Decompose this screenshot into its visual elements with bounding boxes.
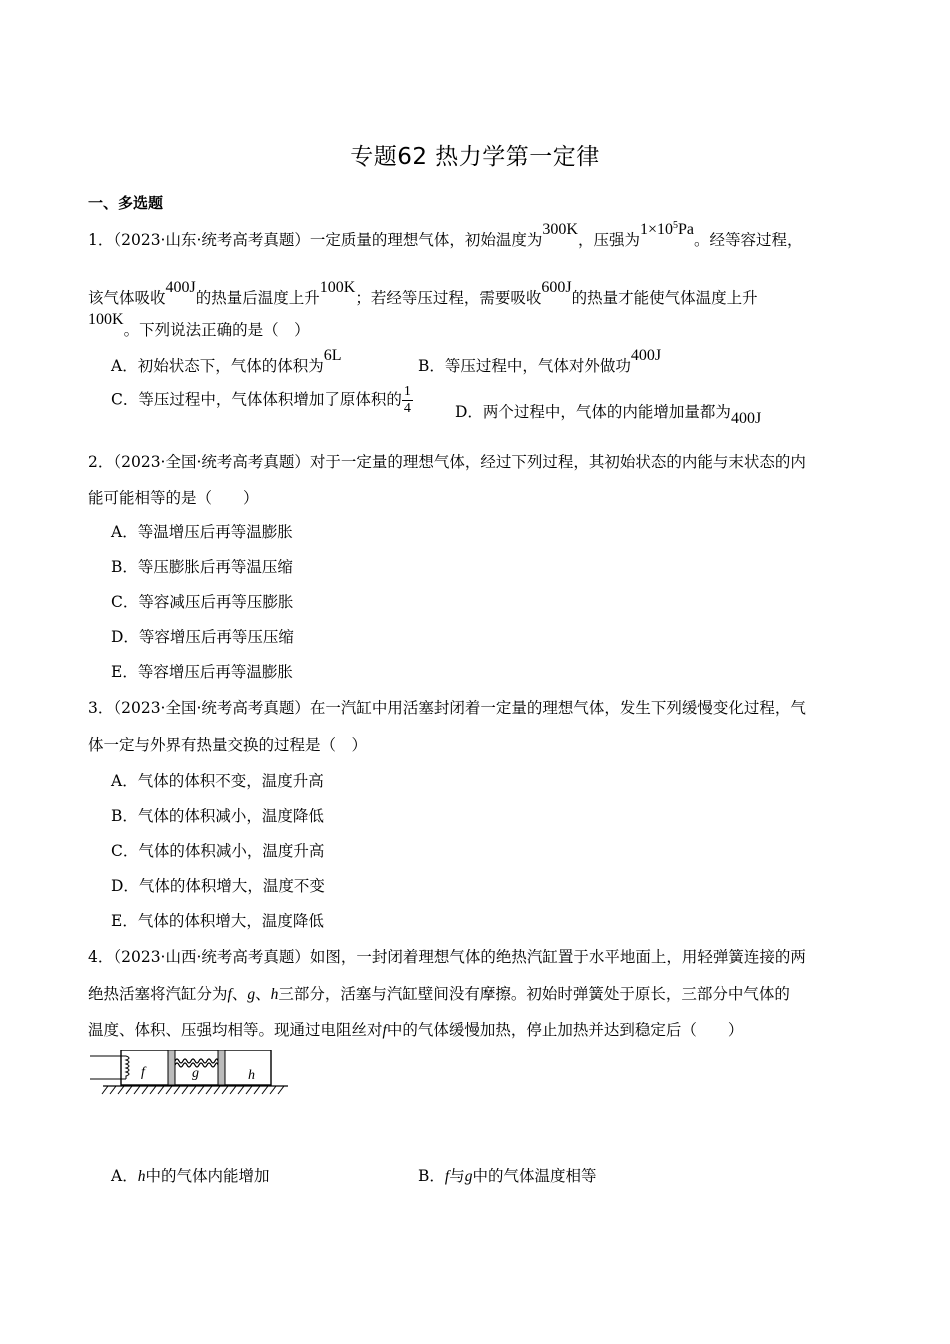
q1-rise-1: 100K xyxy=(319,279,356,296)
q1-option-a: A．初始状态下，气体的体积为6L xyxy=(111,347,342,375)
q3-option-d: D．气体的体积增大，温度不变 xyxy=(111,877,325,895)
spring xyxy=(175,1059,218,1063)
q3-option-a: A．气体的体积不变，温度升高 xyxy=(111,772,324,790)
q4-option-a: A．h中的气体内能增加 xyxy=(111,1167,270,1185)
q1-heat-1: 400J xyxy=(165,279,196,296)
q4-line-2: 绝热活塞将汽缸分为f、g、h三部分，活塞与汽缸壁间没有摩擦。初始时弹簧处于原长，三部分中气体的 xyxy=(88,985,790,1003)
label-f: f xyxy=(141,1065,145,1080)
q2-option-e: E．等容增压后再等温膨胀 xyxy=(111,663,293,681)
q2-option-b: B．等压膨胀后再等温压缩 xyxy=(111,558,293,576)
q1-heat-2: 600J xyxy=(541,279,572,296)
q3-option-b: B．气体的体积减小，温度降低 xyxy=(111,807,324,825)
q1-rise-2: 100K xyxy=(88,311,124,328)
q1-temp-initial: 300K xyxy=(542,221,578,238)
q2-option-c: C．等容减压后再等压膨胀 xyxy=(111,593,294,611)
label-h: h xyxy=(248,1068,255,1083)
label-g: g xyxy=(192,1066,199,1081)
q4-line-3: 温度、体积、压强均相等。现通过电阻丝对f中的气体缓慢加热，停止加热并达到稳定后（ ） xyxy=(88,1021,744,1039)
q1-option-d: D．两个过程中，气体的内能增加量都为400J xyxy=(455,403,762,427)
q3-line-2: 体一定与外界有热量交换的过程是（ ） xyxy=(88,736,368,754)
q1-fraction: $\frac{1}{4}$ xyxy=(403,384,411,416)
q1-line-3: 100K。下列说法正确的是（ ） xyxy=(88,311,310,339)
section-heading: 一、多选题 xyxy=(88,194,164,212)
q1-line-1: 1．（2023·山东·统考高考真题）一定质量的理想气体，初始温度为300K，压强为$1\times 10^5Pa$。经等容过程， xyxy=(88,220,803,249)
q3-option-c: C．气体的体积减小，温度升高 xyxy=(111,842,325,860)
q1-pressure: $1\times 10^5Pa$ xyxy=(640,220,695,238)
q1-line-2: 该气体吸收400J的热量后温度上升100K；若经等压过程，需要吸收600J的热量才能使气体温度上升 xyxy=(88,279,758,307)
q3-option-e: E．气体的体积增大，温度降低 xyxy=(111,912,324,930)
piston-right xyxy=(218,1050,225,1085)
ground-hatch xyxy=(102,1086,284,1094)
q1-option-b: B．等压过程中，气体对外做功400J xyxy=(418,347,662,375)
q3-line-1: 3．（2023·全国·统考高考真题）在一汽缸中用活塞封闭着一定量的理想气体，发生下列缓慢变化过程，气 xyxy=(88,699,806,717)
heater-coil xyxy=(126,1056,129,1079)
q1-option-c: C．等压过程中，气体体积增加了原体积的 $\frac{1}{4}$ xyxy=(111,384,411,416)
q2-option-d: D．等容增压后再等压压缩 xyxy=(111,628,294,646)
q2-option-a: A．等温增压后再等温膨胀 xyxy=(111,523,293,541)
piston-left xyxy=(168,1050,175,1085)
q2-line-1: 2．（2023·全国·统考高考真题）对于一定量的理想气体，经过下列过程，其初始状态的内能与末状态的内 xyxy=(88,453,806,471)
cylinder-diagram xyxy=(88,1050,293,1125)
q4-line-1: 4．（2023·山西·统考高考真题）如图，一封闭着理想气体的绝热汽缸置于水平地面上，用轻弹簧连接的两 xyxy=(88,948,806,966)
page-title: 专题62 热力学第一定律 xyxy=(350,144,600,170)
q4-option-b: B．f与g中的气体温度相等 xyxy=(418,1167,597,1185)
q2-line-2: 能可能相等的是（ ） xyxy=(88,489,259,507)
